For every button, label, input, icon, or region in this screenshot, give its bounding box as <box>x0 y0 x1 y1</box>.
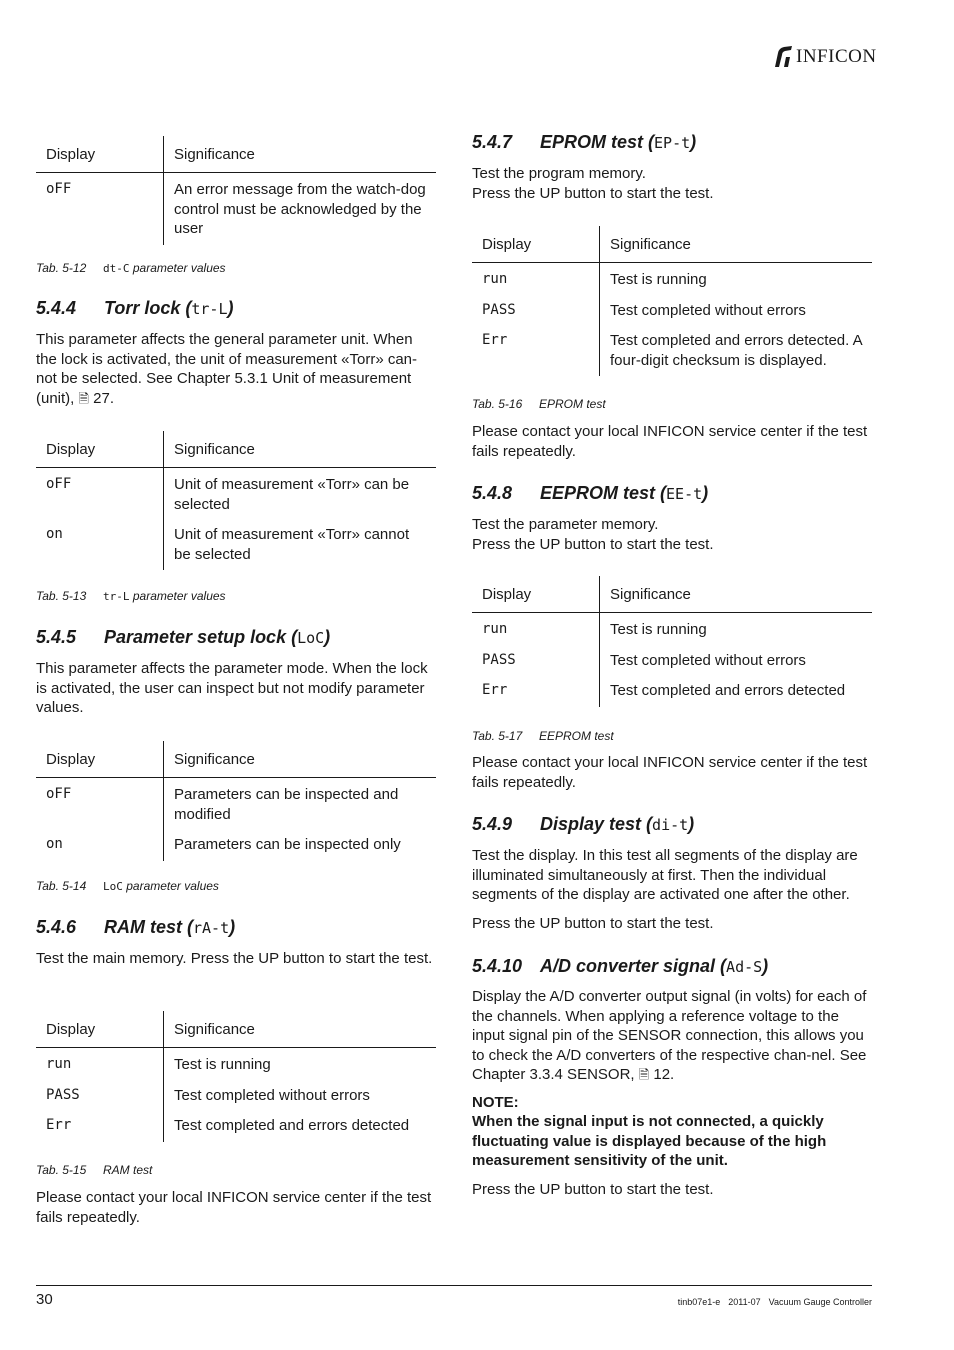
significance-text: Test completed and errors detected <box>610 682 846 699</box>
table-5-12 <box>36 136 436 245</box>
section-heading-5-4-7: 5.4.7 EPROM test (EP-t) <box>472 132 697 152</box>
display-code: on <box>36 520 164 570</box>
significance-text: Test is running <box>610 621 707 638</box>
table-row <box>36 173 436 245</box>
paragraph: This parameter affects the parameter mode. When the lock is activated, the user can inspect but not modify parameter values. <box>36 660 428 716</box>
inficon-logo-icon <box>772 45 794 69</box>
page-number: 30 <box>36 1291 53 1308</box>
section-heading-5-4-9: 5.4.9 Display test (di-t) <box>472 814 695 834</box>
table-row <box>472 296 872 327</box>
section-heading-5-4-4: 5.4.4 Torr lock (tr-L) <box>36 298 234 318</box>
table-5-14 <box>36 741 436 861</box>
inficon-logo <box>772 44 877 70</box>
paragraph: Test the parameter memory. Press the UP button to start the test. <box>472 516 714 553</box>
significance-text: Test completed and errors detected. A four-digit checksum is displayed. <box>610 332 862 369</box>
display-code: Err <box>472 326 600 376</box>
footer-info <box>670 1297 872 1307</box>
table-row <box>472 613 872 646</box>
col-header-display: Display <box>36 136 164 173</box>
display-code: Err <box>36 1111 164 1142</box>
significance-text: Test is running <box>174 1056 271 1073</box>
table-row <box>36 778 436 831</box>
display-code: Err <box>472 676 600 707</box>
table-5-17 <box>472 576 872 707</box>
table-caption: Tab. 5-14 LoC parameter values <box>36 879 219 893</box>
document-icon: 🗎 <box>78 390 89 406</box>
col-header-significance: Significance <box>164 431 437 468</box>
significance-text: Test completed without errors <box>174 1086 370 1104</box>
display-code: on <box>36 830 164 861</box>
table-caption: Tab. 5-13 tr-L parameter values <box>36 589 226 603</box>
section-heading-5-4-5: 5.4.5 Parameter setup lock (LoC) <box>36 627 331 647</box>
note-text: When the signal input is not connected, a quickly fluctuating value is displayed because of the high measurement sensitivity of the unit. <box>472 1113 827 1169</box>
section-heading-5-4-10: 5.4.10 A/D converter signal (Ad-S) <box>472 956 769 976</box>
paragraph: Test the program memory. Press the UP button to start the test. <box>472 165 714 202</box>
table-5-13 <box>36 431 436 570</box>
table-caption: Tab. 5-15 RAM test <box>36 1163 153 1177</box>
logo-text: INFICON <box>796 46 877 67</box>
display-code: PASS <box>472 296 600 327</box>
significance-text: Parameters can be inspected only <box>174 836 401 853</box>
significance-text: An error message from the watch-dog control must be acknowledged by the user <box>174 181 426 237</box>
paragraph: Display the A/D converter output signal (in volts) for each of the channels. When applying a reference voltage to the input signal pin of the SENSOR connection, this allows you to check the A/D converters of the respective chan-nel. See Chapter 3.3.4 SENSOR, 🗎 12. <box>472 988 867 1083</box>
table-row <box>36 1111 436 1142</box>
table-5-16 <box>472 226 872 376</box>
display-code: PASS <box>36 1081 164 1112</box>
significance-text: Parameters can be inspected and modified <box>174 786 399 823</box>
product-name: Vacuum Gauge Controller <box>768 1297 872 1307</box>
col-header-display: Display <box>472 576 600 613</box>
table-row <box>472 326 872 376</box>
table-caption: Tab. 5-17 EEPROM test <box>472 729 614 743</box>
display-code: run <box>472 263 600 296</box>
display-code: PASS <box>472 646 600 677</box>
table-caption: Tab. 5-16 EPROM test <box>472 397 606 411</box>
col-header-display: Display <box>472 226 600 263</box>
paragraph: Please contact your local INFICON service center if the test fails repeatedly. <box>472 423 868 460</box>
footer-divider <box>36 1285 872 1286</box>
table-row <box>36 1048 436 1081</box>
significance-text: Test completed and errors detected <box>174 1117 410 1134</box>
significance-text: Unit of measurement «Torr» cannot be selected <box>174 526 410 563</box>
col-header-significance: Significance <box>600 226 873 263</box>
section-heading-5-4-6: 5.4.6 RAM test (rA-t) <box>36 917 236 937</box>
paragraph: Press the UP button to start the test. <box>472 1181 714 1198</box>
col-header-display: Display <box>36 741 164 778</box>
section-heading-5-4-8: 5.4.8 EEPROM test (EE-t) <box>472 483 709 503</box>
doc-date: 2011-07 <box>728 1297 761 1307</box>
paragraph: Please contact your local INFICON service center if the test fails repeatedly. <box>36 1189 432 1226</box>
document-icon: 🗎 <box>638 1067 650 1082</box>
col-header-display: Display <box>36 1011 164 1048</box>
display-code: oFF <box>36 778 164 831</box>
col-header-significance: Significance <box>164 741 437 778</box>
col-header-significance: Significance <box>164 1011 437 1048</box>
table-5-15 <box>36 1011 436 1142</box>
display-code: run <box>472 613 600 646</box>
paragraph: Press the UP button to start the test. <box>472 915 714 932</box>
display-code: run <box>36 1048 164 1081</box>
table-row <box>36 1081 436 1112</box>
paragraph: Test the display. In this test all segments of the display are illuminated simultaneously at first. Then the individual segments of the display are activated one after the other. <box>472 847 858 903</box>
paragraph: Test the main memory. Press the UP button to start the test. <box>36 950 433 967</box>
doc-id: tinb07e1-e <box>677 1297 721 1307</box>
table-row <box>36 830 436 861</box>
paragraph: This parameter affects the general parameter unit. When the lock is activated, the unit of measurement «Torr» can-not be selected. See Chapter 5.3.1 Unit of measurement (unit), 🗎 27. <box>36 331 418 407</box>
table-row <box>36 520 436 570</box>
significance-text: Test completed without errors <box>610 651 806 669</box>
col-header-significance: Significance <box>164 136 437 173</box>
display-code: oFF <box>36 173 164 245</box>
paragraph: Please contact your local INFICON service center if the test fails repeatedly. <box>472 754 868 791</box>
table-row <box>472 646 872 677</box>
display-code: oFF <box>36 468 164 521</box>
table-row <box>472 263 872 296</box>
note-label: NOTE: <box>472 1094 519 1111</box>
table-caption: Tab. 5-12 dt-C parameter values <box>36 261 226 275</box>
significance-text: Test is running <box>610 271 707 288</box>
table-row <box>472 676 872 707</box>
col-header-display: Display <box>36 431 164 468</box>
significance-text: Unit of measurement «Torr» can be selected <box>174 476 410 513</box>
significance-text: Test completed without errors <box>610 301 806 319</box>
table-row <box>36 468 436 521</box>
col-header-significance: Significance <box>600 576 873 613</box>
